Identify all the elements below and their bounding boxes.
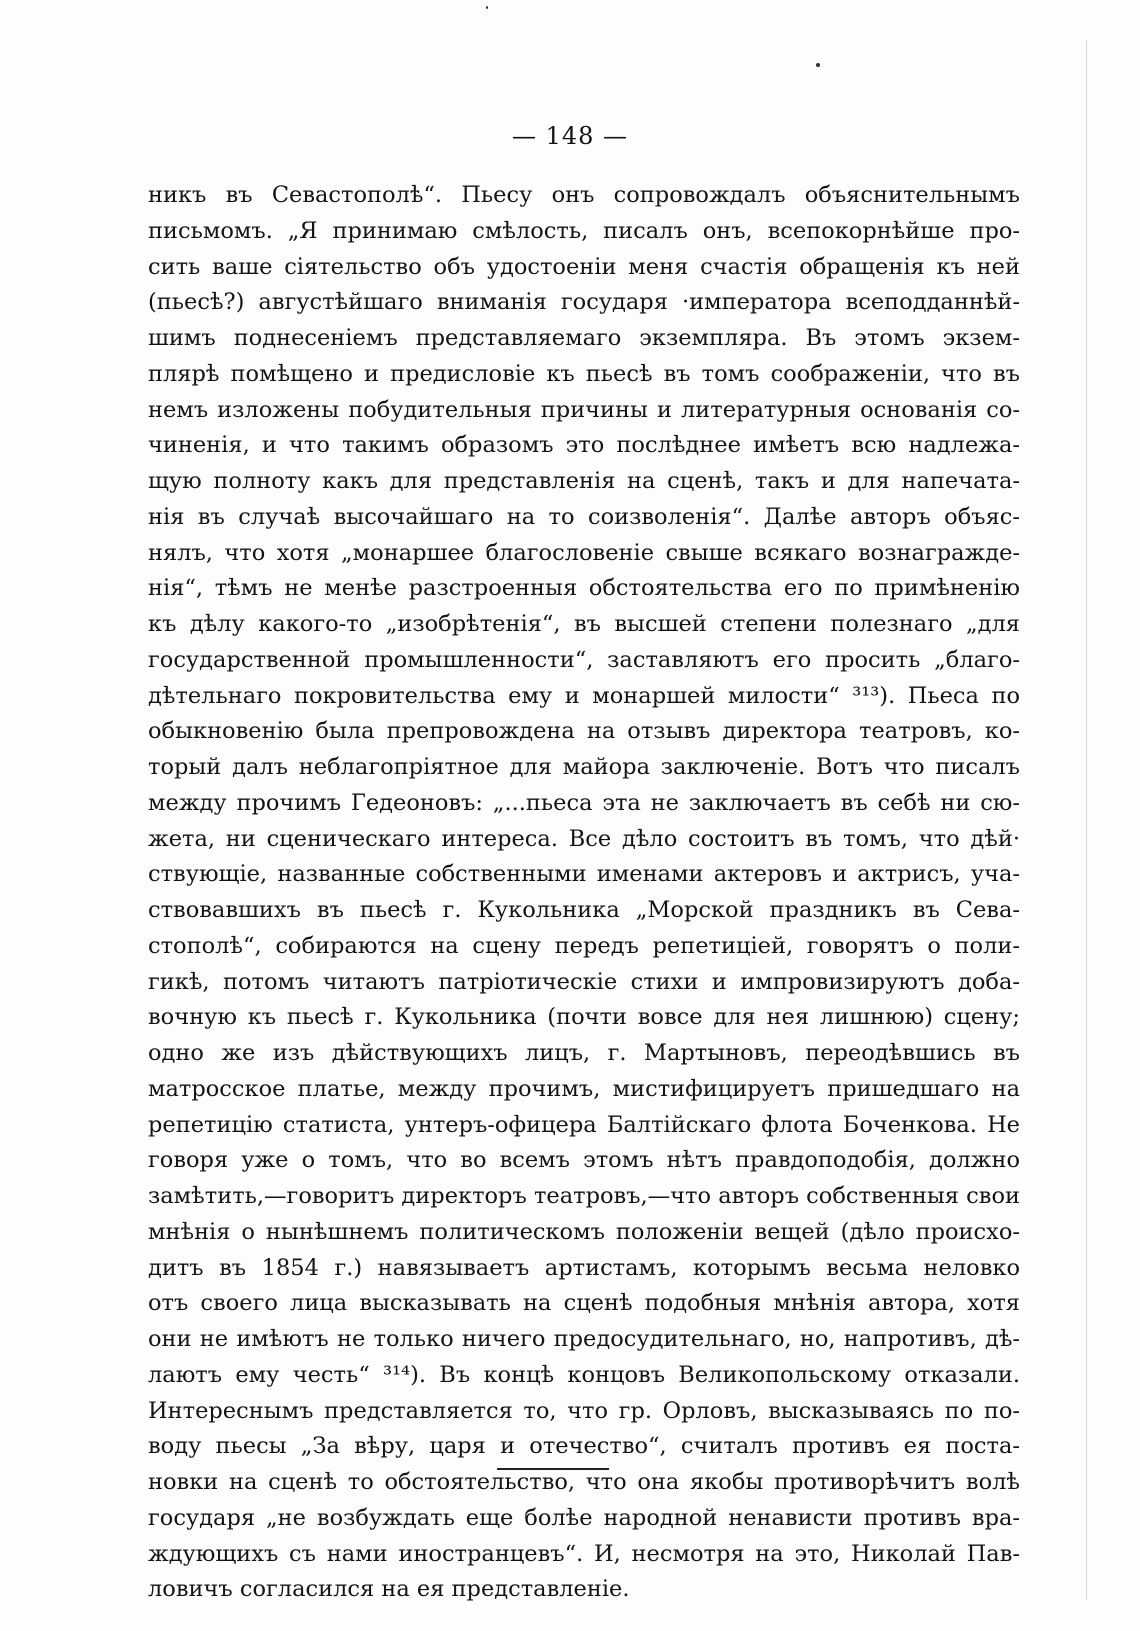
scan-speck bbox=[816, 63, 820, 67]
page-edge-shadow bbox=[1086, 40, 1087, 1600]
text-line: нія“, тѣмъ не менѣе разстроенныя обстоятельства его по примѣненію bbox=[148, 575, 1020, 602]
text-line: письмомъ. „Я принимаю смѣлость, писалъ онъ, всепокорнѣйше про- bbox=[148, 217, 1020, 244]
text-line: (пьесѣ?) августѣйшаго вниманія государя ·императора всеподданнѣй- bbox=[148, 289, 1020, 316]
text-line: новки на сценѣ то обстоятельство, что она якобы противорѣчитъ волѣ bbox=[148, 1469, 1020, 1495]
text-line: государственной промышленности“, заставляютъ его просить „благо- bbox=[148, 646, 1020, 673]
text-line: между прочимъ Гедеоновъ: „...пьеса эта не заключаетъ въ себѣ ни сю- bbox=[148, 789, 1020, 816]
text-line: они не имѣютъ не только ничего предосудительнаго, но, напротивъ, дѣ- bbox=[148, 1326, 1020, 1352]
text-line: стополѣ“, собираются на сцену передъ репетиціей, говорятъ о поли- bbox=[148, 932, 1020, 959]
text-line: ствовавшихъ въ пьесѣ г. Кукольника „Морской праздникъ въ Сева- bbox=[148, 897, 1020, 923]
text-line: воду пьесы „За вѣру, царя и отечество“, считалъ противъ ея поста- bbox=[148, 1433, 1020, 1460]
text-line: государя „не возбуждать еще болѣе народной ненависти противъ вра- bbox=[148, 1504, 1020, 1531]
text-line: торый далъ неблагопріятное для майора заключеніе. Вотъ что писалъ bbox=[148, 754, 1020, 780]
text-line: вочную къ пьесѣ г. Кукольника (почти вовсе для нея лишнюю) сцену; bbox=[148, 1004, 1020, 1031]
text-line: лаютъ ему честь“ ³¹⁴). Въ концѣ концовъ Великопольскому отказали. bbox=[148, 1361, 1020, 1388]
text-line: немъ изложены побудительныя причины и литературныя основанія со- bbox=[148, 396, 1020, 423]
text-line: отъ своего лица высказывать на сценѣ подобныя мнѣнія автора, хотя bbox=[148, 1290, 1020, 1317]
text-line: никъ въ Севастополѣ“. Пьесу онъ сопровождалъ объяснительнымъ bbox=[148, 182, 1020, 208]
text-line: нялъ, что хотя „монаршее благословеніе свыше всякаго вознагражде- bbox=[148, 539, 1020, 566]
text-line: дѣтельнаго покровительства ему и монаршей милости“ ³¹³). Пьеса по bbox=[148, 682, 1020, 709]
text-line: жета, ни сценическаго интереса. Все дѣло состоитъ въ томъ, что дѣй· bbox=[148, 825, 1020, 852]
text-line: говоря уже о томъ, что во всемъ этомъ нѣтъ правдоподобія, должно bbox=[148, 1147, 1020, 1174]
text-line: плярѣ помѣщено и предисловіе къ пьесѣ въ томъ соображеніи, что въ bbox=[148, 360, 1020, 387]
text-line: нія въ случаѣ высочайшаго на то соизволенія“. Далѣе авторъ объяс- bbox=[148, 503, 1020, 530]
text-line: репетицію статиста, унтеръ-офицера Балтійскаго флота Боченкова. Не bbox=[148, 1111, 1020, 1138]
text-line: одно же изъ дѣйствующихъ лицъ, г. Мартыновъ, переодѣвшись въ bbox=[148, 1040, 1020, 1066]
text-line: обыкновенію была препровождена на отзывъ директора театровъ, ко- bbox=[148, 718, 1020, 745]
text-line: дитъ въ 1854 г.) навязываетъ артистамъ, которымъ весьма неловко bbox=[148, 1254, 1020, 1281]
text-line: сить ваше сіятельство объ удостоеніи меня счастія обращенія къ ней bbox=[148, 253, 1020, 280]
text-line: матросское платье, между прочимъ, мистифицируетъ пришедшаго на bbox=[148, 1075, 1020, 1102]
text-line: ствующіе, названные собственными именами актеровъ и актрисъ, уча- bbox=[148, 861, 1020, 888]
text-line: къ дѣлу какого-то „изобрѣтенія“, въ высшей степени полезнаго „для bbox=[148, 611, 1020, 637]
page-number: — 148 — bbox=[511, 122, 629, 150]
text-line: ждующихъ съ нами иностранцевъ“. И, несмотря на это, Николай Пав- bbox=[148, 1540, 1020, 1567]
section-end-rule bbox=[497, 1468, 609, 1470]
text-line: шимъ поднесеніемъ представляемаго экземпляра. Въ этомъ экзем- bbox=[148, 325, 1020, 351]
text-line: замѣтить,—говоритъ директоръ театровъ,—что авторъ собственныя свои bbox=[148, 1183, 1020, 1209]
text-line: Интереснымъ представляется то, что гр. Орловъ, высказываясь по по- bbox=[148, 1397, 1020, 1424]
text-line: гикѣ, потомъ читаютъ патріотическіе стихи и импровизируютъ доба- bbox=[148, 968, 1020, 995]
text-line: чиненія, и что такимъ образомъ это послѣднее имѣетъ всю надлежа- bbox=[148, 432, 1020, 459]
text-line: ловичъ согласился на ея представленіе. bbox=[148, 1576, 630, 1603]
body-text bbox=[148, 178, 1020, 1608]
text-line: щую полноту какъ для представленія на сценѣ, такъ и для напечата- bbox=[148, 468, 1020, 494]
scan-speck bbox=[486, 6, 488, 9]
text-line: мнѣнія о нынѣшнемъ политическомъ положеніи вещей (дѣло происхо- bbox=[148, 1218, 1020, 1245]
